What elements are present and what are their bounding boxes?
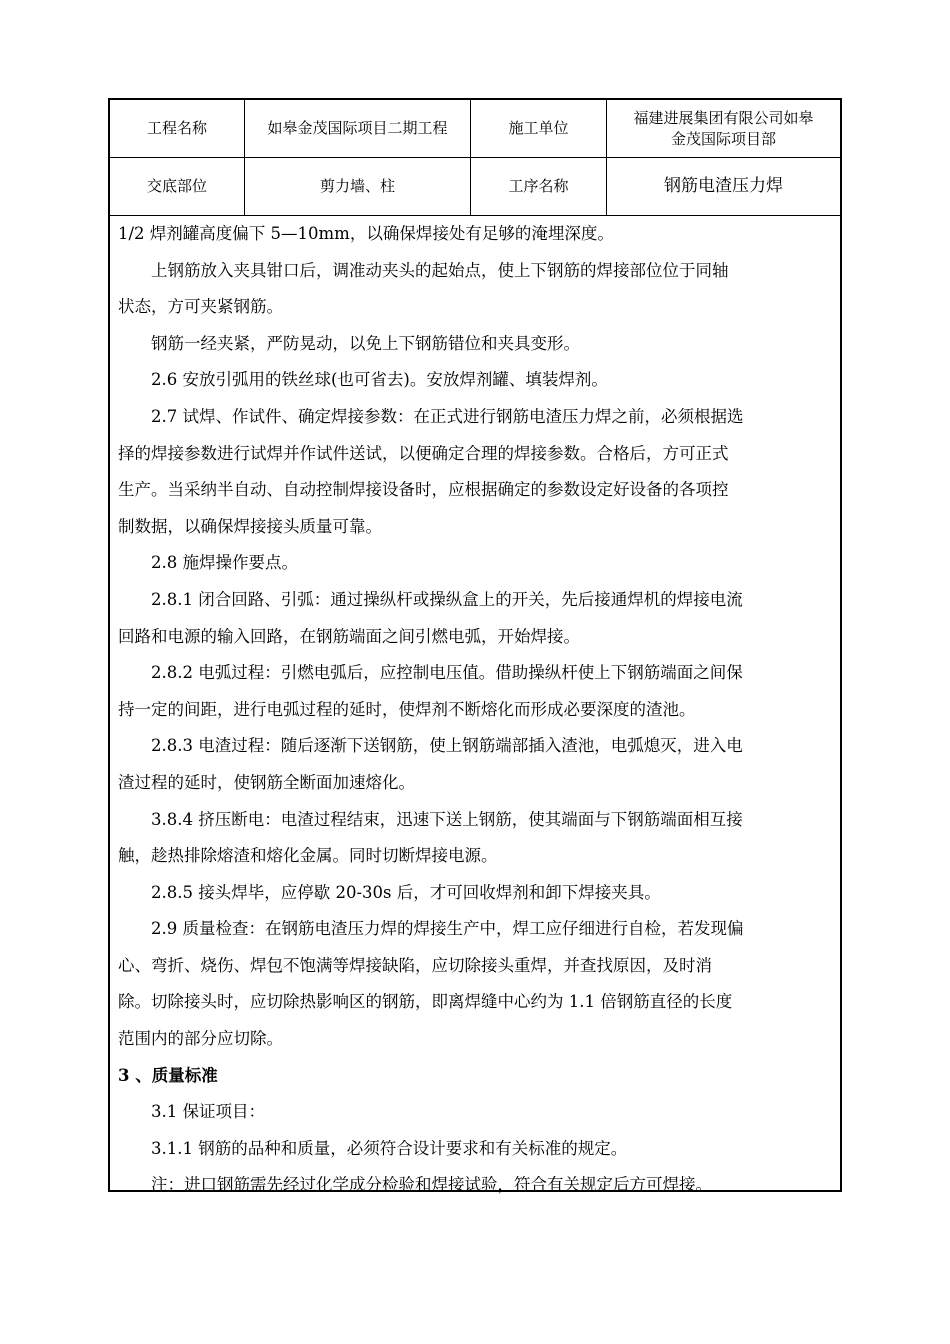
process-name-label: 工序名称 xyxy=(508,177,569,195)
content-line: 3.8.4 挤压断电：电渣过程结束，迅速下送上钢筋，使其端面与下钢筋端面相互接 xyxy=(151,809,743,829)
project-name-value: 如皋金茂国际项目二期工程 xyxy=(267,119,448,137)
construction-unit-line-2: 金茂国际项目部 xyxy=(670,129,776,148)
disclosure-location-value: 剪力墙、柱 xyxy=(319,177,395,195)
construction-unit-line-1: 福建进展集团有限公司如皋 xyxy=(633,108,814,127)
content-line: 回路和电源的输入回路，在钢筋端面之间引燃电弧，开始焊接。 xyxy=(118,626,580,646)
content-line: 心、弯折、烧伤、焊包不饱满等焊接缺陷，应切除接头重焊，并查找原因，及时消 xyxy=(118,955,712,975)
content-line: 2.6 安放引弧用的铁丝球(也可省去)。安放焊剂罐、填装焊剂。 xyxy=(151,370,608,390)
content-line: 2.8.2 电弧过程：引燃电弧后，应控制电压值。借助操纵杆使上下钢筋端面之间保 xyxy=(151,663,743,683)
content-line: 上钢筋放入夹具钳口后，调准动夹头的起始点，使上下钢筋的焊接部位位于同轴 xyxy=(151,260,729,280)
content-line: 生产。当采纳半自动、自动控制焊接设备时，应根据确定的参数设定好设备的各项控 xyxy=(118,480,729,500)
content-line: 范围内的部分应切除。 xyxy=(118,1029,283,1049)
content-line: 2.7 试焊、作试件、确定焊接参数：在正式进行钢筋电渣压力焊之前，必须根据选 xyxy=(151,406,744,426)
disclosure-content xyxy=(118,216,834,1204)
content-line: 2.8 施焊操作要点。 xyxy=(151,553,298,573)
content-line: 2.8.5 接头焊毕，应停歇 20-30s 后，才可回收焊剂和卸下焊接夹具。 xyxy=(151,882,661,902)
content-line: 注：进口钢筋需先经过化学成分检验和焊接试验，符合有关规定后方可焊接。 xyxy=(151,1175,712,1195)
process-name-value: 钢筋电渣压力焊 xyxy=(664,176,783,196)
project-name-label: 工程名称 xyxy=(146,119,207,137)
construction-unit-label: 施工单位 xyxy=(508,119,569,137)
content-line: 触，趁热排除熔渣和熔化金属。同时切断焊接电源。 xyxy=(118,846,498,866)
content-line: 3.1.1 钢筋的品种和质量，必须符合设计要求和有关标准的规定。 xyxy=(151,1138,628,1158)
content-line: 2.8.1 闭合回路、引弧：通过操纵杆或操纵盒上的开关，先后接通焊机的焊接电流 xyxy=(151,589,743,609)
content-line: 除。切除接头时，应切除热影响区的钢筋，即离焊缝中心约为 1.1 倍钢筋直径的长度 xyxy=(118,992,733,1012)
content-line: 渣过程的延时，使钢筋全断面加速熔化。 xyxy=(118,772,415,792)
section-heading: 3 、质量标准 xyxy=(118,1065,218,1085)
disclosure-location-label: 交底部位 xyxy=(146,177,207,195)
content-line: 3.1 保证项目： xyxy=(151,1102,265,1122)
content-line: 2.9 质量检查：在钢筋电渣压力焊的焊接生产中，焊工应仔细进行自检，若发现偏 xyxy=(151,919,744,939)
content-line: 状态，方可夹紧钢筋。 xyxy=(118,297,283,317)
construction-unit-value xyxy=(607,100,840,157)
content-line: 制数据，以确保焊接接头质量可靠。 xyxy=(118,516,382,536)
content-line: 2.8.3 电渣过程：随后逐渐下送钢筋，使上钢筋端部插入渣池，电弧熄灭，进入电 xyxy=(151,736,743,756)
content-line: 持一定的间距，进行电弧过程的延时，使焊剂不断熔化而形成必要深度的渣池。 xyxy=(118,699,696,719)
content-line: 1/2 焊剂罐高度偏下 5—10mm，以确保焊接处有足够的淹埋深度。 xyxy=(118,224,614,243)
content-line: 钢筋一经夹紧，严防晃动，以免上下钢筋错位和夹具变形。 xyxy=(151,333,580,353)
content-line: 择的焊接参数进行试焊并作试件送试，以便确定合理的焊接参数。合格后，方可正式 xyxy=(118,443,729,463)
